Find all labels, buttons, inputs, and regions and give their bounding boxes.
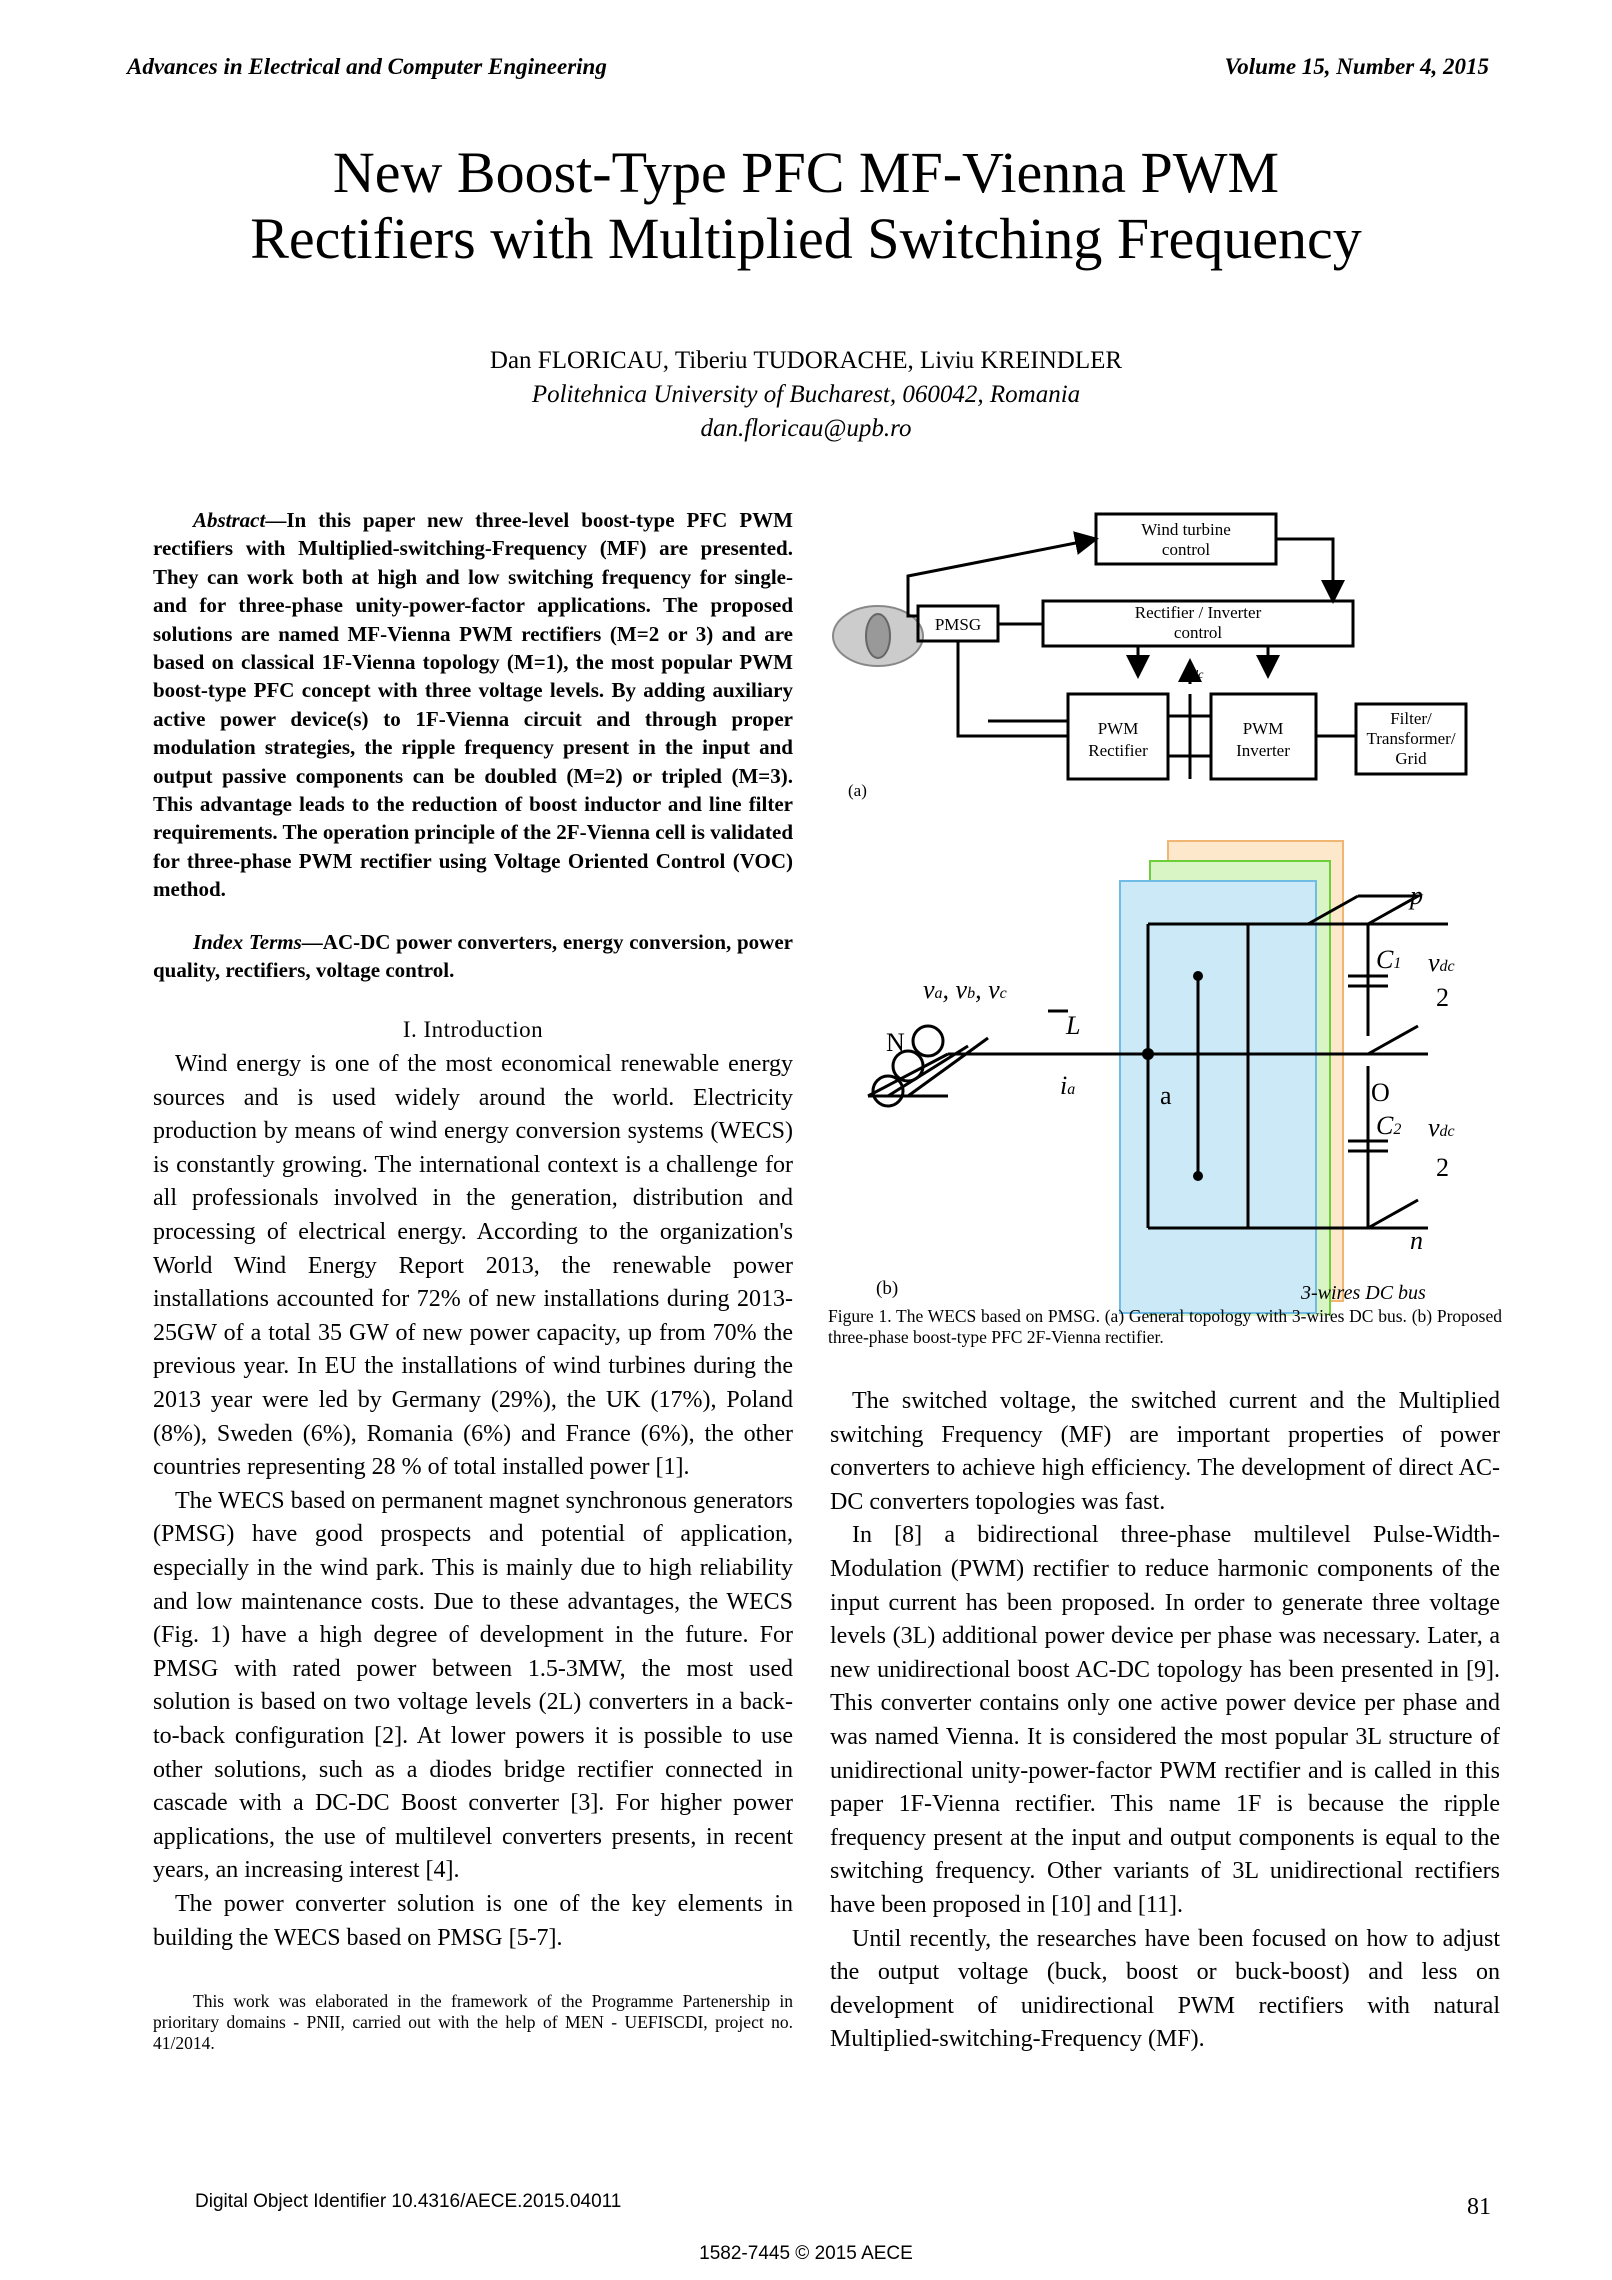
- section-heading-introduction: I. Introduction: [402, 1016, 544, 1042]
- paragraph: Until recently, the researches have been focused on how to adjust the output voltage (buck, boost or buck-boost) and less on development of unidirectional PWM rectifiers with natural Multiplied-switching-Frequency (MF).: [830, 1925, 1500, 2053]
- neutral-label: N: [886, 1028, 905, 1057]
- paper-title: [0, 140, 1612, 272]
- dc-bus-label: 3-wires DC bus: [1301, 1282, 1426, 1304]
- subfig-b-label: (b): [876, 1278, 899, 1299]
- doi[interactable]: Digital Object Identifier 10.4316/AECE.2015.04011: [195, 2191, 622, 2212]
- current-label: ia: [1060, 1071, 1076, 1100]
- filter-label-1: Filter/: [1390, 709, 1432, 728]
- filter-label-2: Transformer/: [1366, 729, 1456, 748]
- ric-label-2: control: [1173, 623, 1223, 642]
- issn-copyright: 1582-7445 © 2015 AECE: [699, 2243, 913, 2264]
- wtc-label-2: control: [1161, 540, 1211, 559]
- index-terms-text: —AC-DC power converters, energy conversion, power quality, rectifiers, voltage control.: [153, 929, 793, 983]
- vdc-a-label: vdc: [1184, 663, 1204, 682]
- abstract-text: —In this paper new three-level boost-type PFC PWM rectifiers with Multiplied-switching-Frequency (MF) are presented. They can work both at high and low switching frequency for single- and for three-phase unity-power-factor applications. The proposed solutions are named MF-Vienna PWM rectifiers (M=2 or 3) and are based on classical 1F-Vienna topology (M=1), the most popular PWM boost-type PFC concept with three voltage levels. By adding auxiliary active power device(s) to 1F-Vienna circuit and through proper modulation strategies, the ripple frequency present in the input and output passive components can be doubled (M=2) or tripled (M=3). This advantage leads to the reduction of boost inductor and line filter requirements. The operation principle of the 2F-Vienna cell is validated for three-phase PWM rectifier using Voltage Oriented Control (VOC) method.: [153, 508, 793, 902]
- wtc-label-1: Wind turbine: [1141, 520, 1231, 539]
- node-n-label: n: [1410, 1226, 1423, 1255]
- half-bottom-label: 2: [1436, 1153, 1449, 1182]
- ric-label-1: Rectifier / Inverter: [1134, 603, 1262, 622]
- filter-label-3: Grid: [1395, 749, 1427, 768]
- figure-caption: Figure 1. The WECS based on PMSG. (a) General topology with 3-wires DC bus. (b) Proposed three-phase boost-type PFC 2F-Vienna rectifier.: [828, 1306, 1502, 1347]
- index-terms: [153, 928, 793, 985]
- volume-info: Volume 15, Number 4, 2015: [1224, 54, 1489, 79]
- cap2-label: C2: [1376, 1111, 1402, 1140]
- paragraph: The power converter solution is one of the key elements in building the WECS based on PMSG [5-7].: [153, 1890, 793, 1951]
- subfig-a-label: (a): [848, 781, 867, 800]
- title-line-1: New Boost-Type PFC MF-Vienna PWM: [332, 140, 1280, 205]
- pwm-rect-label-1: PWM: [1097, 719, 1139, 738]
- vdc-bottom-label: vdc: [1428, 1113, 1455, 1142]
- author-email[interactable]: dan.floricau@upb.ro: [700, 415, 912, 442]
- dots-1: •••: [1129, 653, 1147, 672]
- abstract: [153, 506, 793, 904]
- left-column: [153, 506, 793, 2072]
- pmsg-label: PMSG: [934, 615, 982, 634]
- figure-1: [828, 506, 1504, 1316]
- paragraph: The switched voltage, the switched current and the Multiplied switching Frequency (MF) are important properties of power converters to achieve high efficiency. The development of direct AC-DC converters topologies was fast.: [830, 1388, 1500, 1515]
- abstract-lead: Abstract: [193, 508, 266, 532]
- node-o-label: O: [1371, 1078, 1390, 1107]
- pwm-rect-label-2: Rectifier: [1088, 741, 1148, 760]
- cap1-label: C1: [1376, 945, 1402, 974]
- pwm-inv-label-1: PWM: [1242, 719, 1284, 738]
- node-p-label: p: [1410, 881, 1423, 910]
- author-names: Dan FLORICAU, Tiberiu TUDORACHE, Liviu KREINDLER: [489, 347, 1123, 374]
- node-a-dot: [1142, 1048, 1154, 1060]
- author-block: [0, 344, 1612, 446]
- half-top-label: 2: [1436, 983, 1449, 1012]
- index-terms-lead: Index Terms: [193, 929, 302, 954]
- inductor-label: L: [1066, 1011, 1081, 1040]
- pwm-inv-label-2: Inverter: [1236, 741, 1290, 760]
- paragraph: In [8] a bidirectional three-phase multilevel Pulse-Width-Modulation (PWM) rectifier to reduce harmonic components of the input current has been proposed. In order to generate three voltage levels (3L) additional power device per phase was necessary. Later, a new unidirectional boost AC-DC topology has been presented in [9]. This converter contains only one active power device per phase and was named Vienna. It is considered the most popular 3L structure of unidirectional unity-power-factor PWM rectifier and is called in this paper 1F-Vienna rectifier. This name 1F is because the ripple frequency present at the input and output components is equal to the switching frequency. Other variants of 3L unidirectional rectifiers have been proposed in [10] and [11].: [830, 1522, 1500, 1918]
- journal-name: Advances in Electrical and Computer Engineering: [127, 54, 607, 79]
- right-column: [830, 1385, 1500, 2057]
- author-affiliation: Politehnica University of Bucharest, 060042, Romania: [531, 381, 1081, 408]
- page-number: 81: [1467, 2194, 1491, 2220]
- footnote: This work was elaborated in the framework of the Programme Partenership in prioritary domains - PNII, carried out with the help of MEN - UEFISCDI, project no. 41/2014.: [153, 1991, 793, 2054]
- dots-2: •••: [1259, 653, 1277, 672]
- title-line-2: Rectifiers with Multiplied Switching Frequency: [250, 206, 1362, 271]
- paragraph: The WECS based on permanent magnet synchronous generators (PMSG) have good prospects and potential of application, especially in the wind park. This is mainly due to high reliability and low maintenance costs. Due to these advantages, the WECS (Fig. 1) have a high degree of development in the future. For PMSG with rated power between 1.5-3MW, the most used solution is based on two voltage levels (2L) converters in a back-to-back configuration [2]. At lower powers it is possible to use other solutions, such as a diodes bridge rectifier connected in cascade with a DC-DC Boost converter [3]. For higher power applications, the use of multilevel converters presents, in recent years, an increasing interest [4].: [153, 1487, 793, 1884]
- paragraph: Wind energy is one of the most economical renewable energy sources and is used widely around the world. Electricity production by means of wind energy conversion systems (WECS) is constantly growing. The international context is a challenge for all professionals involved in the generation, distribution and processing of electrical energy. According to the organization's World Wind Energy Report 2013, the renewable power installations accounted for 72% of new installations during 2013- 25GW of a total 35 GW of new power capacity, up from 70% the previous year. In EU the installations of wind turbines during the 2013 year were led by Germany (29%), the UK (17%), Poland (8%), Sweden (6%), Romania (6%) and France (6%), the other countries representing 28 % of total installed power [1].: [153, 1051, 793, 1481]
- phase-voltage-label: va, vb, vc: [923, 975, 1007, 1004]
- vdc-top-label: vdc: [1428, 948, 1455, 977]
- node-a-label: a: [1160, 1081, 1172, 1110]
